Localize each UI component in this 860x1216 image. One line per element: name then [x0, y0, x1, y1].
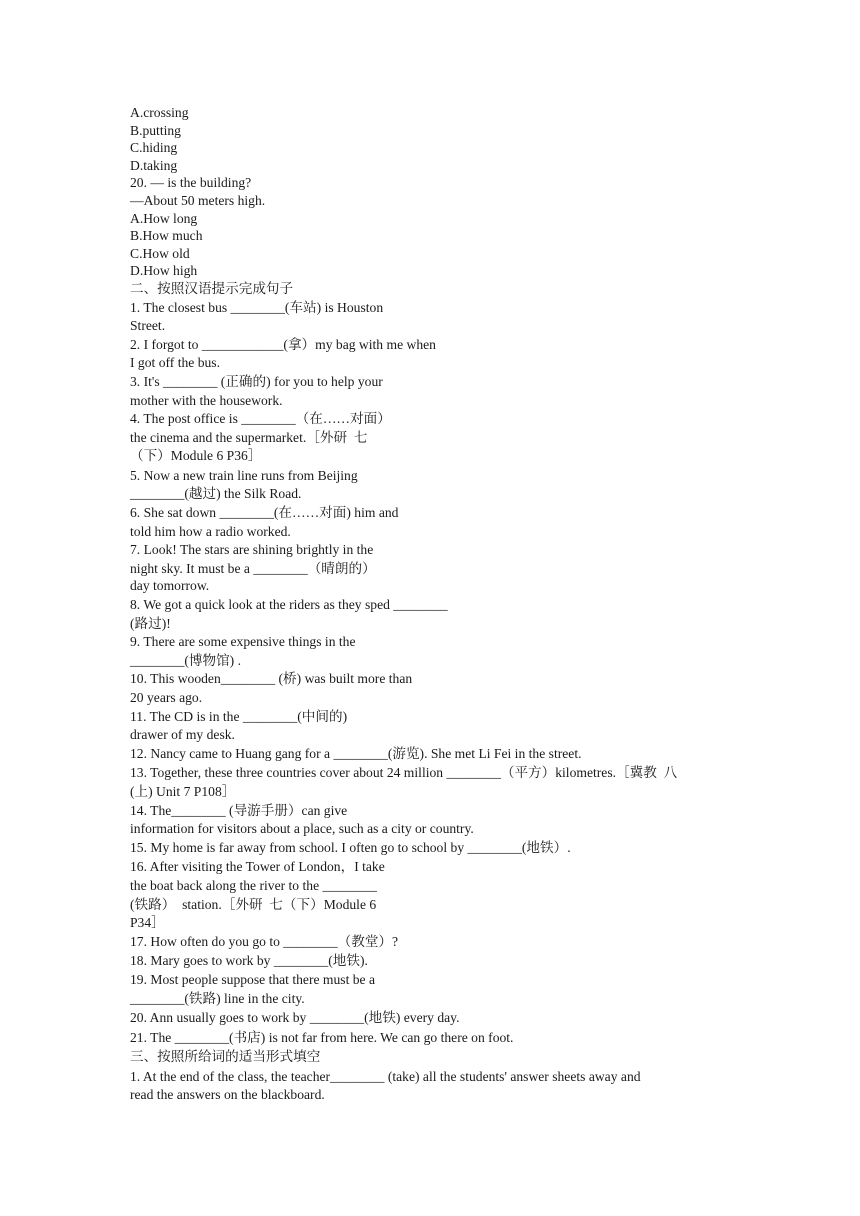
- text-line: 7. Look! The stars are shining brightly in the: [130, 542, 374, 558]
- option-d: D.How high: [130, 263, 198, 279]
- option-d: D.taking: [130, 157, 178, 173]
- text-line: information for visitors about a place, such as a city or country.: [130, 821, 474, 837]
- text-line: read the answers on the blackboard.: [130, 1087, 325, 1103]
- text-line: 20. Ann usually goes to work by ________(地铁) every day.: [130, 1010, 460, 1026]
- text-line: drawer of my desk.: [130, 727, 235, 743]
- text-line: (路过)!: [130, 615, 171, 631]
- text-line: 17. How often do you go to ________（教堂）?: [130, 933, 399, 949]
- text-line: 14. The________ (导游手册）can give: [130, 802, 348, 818]
- text-line: Street.: [130, 318, 166, 334]
- question-20: 20. — is the building?: [130, 175, 252, 191]
- option-a: A.crossing: [130, 105, 189, 120]
- text-line: ________(博物馆) .: [130, 652, 242, 668]
- text-line: ________(铁路) line in the city.: [130, 990, 305, 1006]
- option-b: B.How much: [130, 228, 203, 244]
- text-line: 16. After visiting the Tower of London，I take: [130, 859, 385, 875]
- text-line: day tomorrow.: [130, 578, 210, 594]
- document-body: [130, 104, 740, 1104]
- text-line: 10. This wooden________ (桥) was built more than: [130, 671, 413, 687]
- text-line: 13. Together, these three countries cover about 24 million ________（平方）kilometres.［冀教 八: [130, 765, 678, 781]
- option-b: B.putting: [130, 122, 181, 138]
- text-line: 8. We got a quick look at the riders as they sped ________: [130, 597, 448, 613]
- section-heading-3: 三、按照所给词的适当形式填空: [130, 1049, 321, 1065]
- text-line: 1. The closest bus ________(车站) is Houston: [130, 299, 384, 315]
- option-c: C.How old: [130, 245, 190, 261]
- text-line: 9. There are some expensive things in the: [130, 634, 356, 650]
- text-line: 19. Most people suppose that there must be a: [130, 971, 376, 987]
- text-line: (铁路） station.［外研 七（下）Module 6: [130, 896, 377, 912]
- text-line: ________(越过) the Silk Road.: [130, 486, 302, 502]
- text-line: 20 years ago.: [130, 690, 203, 705]
- text-line: 3. It's ________ (正确的) for you to help your: [130, 373, 383, 389]
- text-line: the boat back along the river to the ________: [130, 877, 377, 893]
- text-line: 2. I forgot to ____________(拿）my bag with me when: [130, 336, 436, 352]
- text-line: (上) Unit 7 P108］: [130, 783, 236, 799]
- answer-line: —About 50 meters high.: [130, 192, 266, 208]
- text-line: 18. Mary goes to work by ________(地铁).: [130, 953, 368, 969]
- text-line: 4. The post office is ________（在……对面）: [130, 411, 391, 427]
- text-line: 6. She sat down ________(在……对面) him and: [130, 505, 399, 521]
- text-line: 21. The ________(书店) is not far from here. We can go there on foot.: [130, 1029, 514, 1045]
- text-line: （下）Module 6 P36］: [130, 448, 262, 464]
- text-line: the cinema and the supermarket.［外研 七: [130, 429, 368, 445]
- text-line: 12. Nancy came to Huang gang for a ________(游览). She met Li Fei in the street.: [130, 745, 582, 761]
- text-line: 1. At the end of the class, the teacher________ (take) all the students' answer sheets away and: [130, 1068, 641, 1084]
- text-line: 11. The CD is in the ________(中间的): [130, 708, 348, 724]
- text-line: I got off the bus.: [130, 355, 220, 371]
- text-line: 15. My home is far away from school. I often go to school by ________(地铁）.: [130, 839, 571, 855]
- text-line: told him how a radio worked.: [130, 523, 291, 539]
- option-a: A.How long: [130, 210, 198, 226]
- text-line: mother with the housework.: [130, 392, 283, 408]
- text-line: P34］: [130, 915, 165, 931]
- text-line: 5. Now a new train line runs from Beijing: [130, 467, 358, 483]
- section-heading-2: 二、按照汉语提示完成句子: [130, 280, 294, 296]
- option-c: C.hiding: [130, 140, 178, 156]
- text-line: night sky. It must be a ________（晴朗的）: [130, 560, 376, 576]
